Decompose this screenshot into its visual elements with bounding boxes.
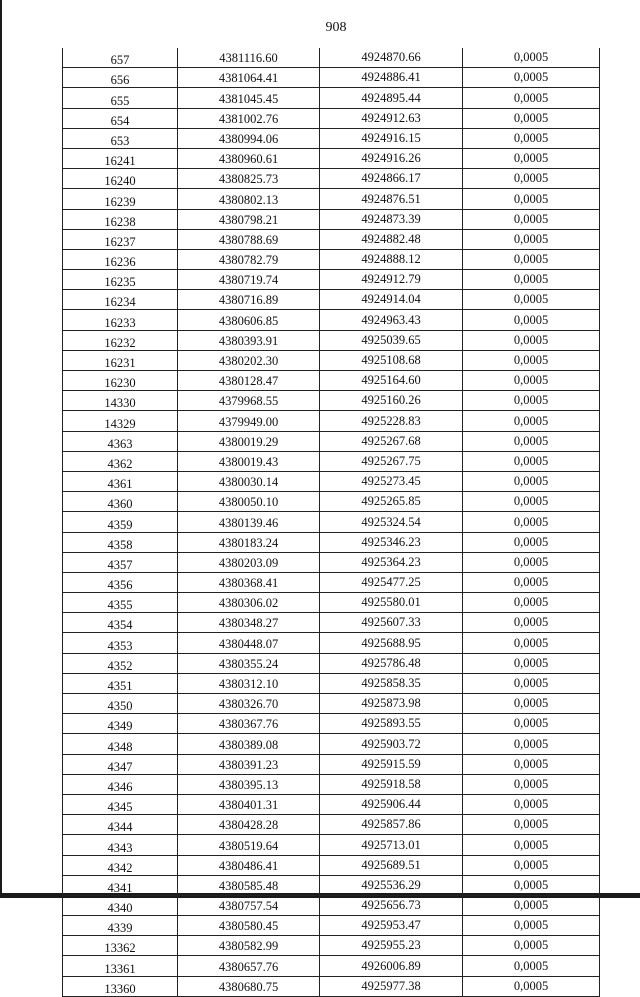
error-cell: 0,0005 <box>463 754 600 774</box>
point-number-cell: 16231 <box>63 350 178 370</box>
table-row <box>63 552 600 572</box>
error-cell: 0,0005 <box>463 249 600 269</box>
table-row <box>63 613 600 633</box>
point-number-cell: 16240 <box>63 169 178 189</box>
table-row <box>63 512 600 532</box>
y-coordinate-cell: 4925858.35 <box>320 673 463 693</box>
error-cell: 0,0005 <box>463 593 600 613</box>
table-row <box>63 734 600 754</box>
x-coordinate-cell: 4381064.41 <box>178 68 320 88</box>
x-coordinate-cell: 4381002.76 <box>178 108 320 128</box>
table-row <box>63 128 600 148</box>
point-number-cell: 4345 <box>63 794 178 814</box>
x-coordinate-cell: 4380448.07 <box>178 633 320 653</box>
x-coordinate-cell: 4380203.09 <box>178 552 320 572</box>
point-number-cell: 16234 <box>63 290 178 310</box>
table-row <box>63 572 600 592</box>
y-coordinate-cell: 4925857.86 <box>320 815 463 835</box>
x-coordinate-cell: 4380128.47 <box>178 371 320 391</box>
point-number-cell: 16238 <box>63 209 178 229</box>
error-cell: 0,0005 <box>463 492 600 512</box>
error-cell: 0,0005 <box>463 471 600 491</box>
y-coordinate-cell: 4924916.26 <box>320 148 463 168</box>
x-coordinate-cell: 4380486.41 <box>178 855 320 875</box>
y-coordinate-cell: 4925918.58 <box>320 774 463 794</box>
error-cell: 0,0005 <box>463 633 600 653</box>
x-coordinate-cell: 4380757.54 <box>178 895 320 915</box>
y-coordinate-cell: 4925267.68 <box>320 431 463 451</box>
y-coordinate-cell: 4924963.43 <box>320 310 463 330</box>
table-row <box>63 88 600 108</box>
table-row <box>63 169 600 189</box>
point-number-cell: 4361 <box>63 471 178 491</box>
point-number-cell: 656 <box>63 68 178 88</box>
y-coordinate-cell: 4925955.23 <box>320 936 463 956</box>
scan-border-left <box>0 0 2 898</box>
x-coordinate-cell: 4380782.79 <box>178 249 320 269</box>
point-number-cell: 4348 <box>63 734 178 754</box>
x-coordinate-cell: 4380719.74 <box>178 270 320 290</box>
error-cell: 0,0005 <box>463 572 600 592</box>
error-cell: 0,0005 <box>463 855 600 875</box>
y-coordinate-cell: 4924866.17 <box>320 169 463 189</box>
error-cell: 0,0005 <box>463 411 600 431</box>
x-coordinate-cell: 4380139.46 <box>178 512 320 532</box>
point-number-cell: 4346 <box>63 774 178 794</box>
x-coordinate-cell: 4380580.45 <box>178 916 320 936</box>
point-number-cell: 4359 <box>63 512 178 532</box>
point-number-cell: 657 <box>63 48 178 68</box>
y-coordinate-cell: 4925265.85 <box>320 492 463 512</box>
y-coordinate-cell: 4925164.60 <box>320 371 463 391</box>
error-cell: 0,0005 <box>463 613 600 633</box>
error-cell: 0,0005 <box>463 774 600 794</box>
y-coordinate-cell: 4925786.48 <box>320 653 463 673</box>
coordinates-table-body <box>63 48 600 996</box>
table-row <box>63 794 600 814</box>
table-row <box>63 431 600 451</box>
point-number-cell: 16230 <box>63 371 178 391</box>
table-row <box>63 471 600 491</box>
error-cell: 0,0005 <box>463 532 600 552</box>
point-number-cell: 4354 <box>63 613 178 633</box>
table-row <box>63 895 600 915</box>
point-number-cell: 4340 <box>63 895 178 915</box>
coordinates-table <box>62 48 600 997</box>
table-row <box>63 68 600 88</box>
y-coordinate-cell: 4924914.04 <box>320 290 463 310</box>
table-row <box>63 673 600 693</box>
error-cell: 0,0005 <box>463 330 600 350</box>
point-number-cell: 4358 <box>63 532 178 552</box>
table-row <box>63 976 600 996</box>
point-number-cell: 4363 <box>63 431 178 451</box>
y-coordinate-cell: 4925893.55 <box>320 714 463 734</box>
x-coordinate-cell: 4380395.13 <box>178 774 320 794</box>
table-row <box>63 330 600 350</box>
error-cell: 0,0005 <box>463 209 600 229</box>
error-cell: 0,0005 <box>463 148 600 168</box>
error-cell: 0,0005 <box>463 956 600 976</box>
error-cell: 0,0005 <box>463 512 600 532</box>
point-number-cell: 14330 <box>63 391 178 411</box>
y-coordinate-cell: 4924882.48 <box>320 229 463 249</box>
error-cell: 0,0005 <box>463 270 600 290</box>
point-number-cell: 4344 <box>63 815 178 835</box>
point-number-cell: 4342 <box>63 855 178 875</box>
error-cell: 0,0005 <box>463 371 600 391</box>
x-coordinate-cell: 4380519.64 <box>178 835 320 855</box>
error-cell: 0,0005 <box>463 694 600 714</box>
table-row <box>63 774 600 794</box>
y-coordinate-cell: 4925108.68 <box>320 350 463 370</box>
y-coordinate-cell: 4925536.29 <box>320 875 463 895</box>
y-coordinate-cell: 4925688.95 <box>320 633 463 653</box>
x-coordinate-cell: 4379968.55 <box>178 391 320 411</box>
x-coordinate-cell: 4380050.10 <box>178 492 320 512</box>
error-cell: 0,0005 <box>463 350 600 370</box>
point-number-cell: 4362 <box>63 451 178 471</box>
x-coordinate-cell: 4380019.43 <box>178 451 320 471</box>
table-row <box>63 653 600 673</box>
error-cell: 0,0005 <box>463 916 600 936</box>
error-cell: 0,0005 <box>463 895 600 915</box>
error-cell: 0,0005 <box>463 48 600 68</box>
error-cell: 0,0005 <box>463 976 600 996</box>
y-coordinate-cell: 4924888.12 <box>320 249 463 269</box>
y-coordinate-cell: 4925607.33 <box>320 613 463 633</box>
point-number-cell: 16237 <box>63 229 178 249</box>
y-coordinate-cell: 4926006.89 <box>320 956 463 976</box>
table-row <box>63 189 600 209</box>
x-coordinate-cell: 4381116.60 <box>178 48 320 68</box>
y-coordinate-cell: 4925713.01 <box>320 835 463 855</box>
error-cell: 0,0005 <box>463 552 600 572</box>
y-coordinate-cell: 4925656.73 <box>320 895 463 915</box>
point-number-cell: 4349 <box>63 714 178 734</box>
x-coordinate-cell: 4380391.23 <box>178 754 320 774</box>
error-cell: 0,0005 <box>463 290 600 310</box>
table-row <box>63 148 600 168</box>
error-cell: 0,0005 <box>463 310 600 330</box>
table-row <box>63 956 600 976</box>
table-row <box>63 754 600 774</box>
x-coordinate-cell: 4380606.85 <box>178 310 320 330</box>
table-row <box>63 835 600 855</box>
point-number-cell: 16235 <box>63 270 178 290</box>
y-coordinate-cell: 4924916.15 <box>320 128 463 148</box>
y-coordinate-cell: 4925364.23 <box>320 552 463 572</box>
point-number-cell: 4353 <box>63 633 178 653</box>
error-cell: 0,0005 <box>463 431 600 451</box>
point-number-cell: 4339 <box>63 916 178 936</box>
table-row <box>63 916 600 936</box>
x-coordinate-cell: 4380802.13 <box>178 189 320 209</box>
table-row <box>63 451 600 471</box>
point-number-cell: 16233 <box>63 310 178 330</box>
x-coordinate-cell: 4380657.76 <box>178 956 320 976</box>
error-cell: 0,0005 <box>463 875 600 895</box>
error-cell: 0,0005 <box>463 835 600 855</box>
table-row <box>63 229 600 249</box>
x-coordinate-cell: 4380306.02 <box>178 593 320 613</box>
table-row <box>63 492 600 512</box>
error-cell: 0,0005 <box>463 108 600 128</box>
point-number-cell: 4357 <box>63 552 178 572</box>
x-coordinate-cell: 4380389.08 <box>178 734 320 754</box>
y-coordinate-cell: 4925977.38 <box>320 976 463 996</box>
table-row <box>63 855 600 875</box>
error-cell: 0,0005 <box>463 714 600 734</box>
y-coordinate-cell: 4924873.39 <box>320 209 463 229</box>
table-row <box>63 270 600 290</box>
table-row <box>63 714 600 734</box>
y-coordinate-cell: 4925039.65 <box>320 330 463 350</box>
table-row <box>63 310 600 330</box>
x-coordinate-cell: 4380367.76 <box>178 714 320 734</box>
point-number-cell: 16232 <box>63 330 178 350</box>
table-row <box>63 371 600 391</box>
error-cell: 0,0005 <box>463 68 600 88</box>
error-cell: 0,0005 <box>463 734 600 754</box>
y-coordinate-cell: 4925906.44 <box>320 794 463 814</box>
table-row <box>63 532 600 552</box>
x-coordinate-cell: 4381045.45 <box>178 88 320 108</box>
y-coordinate-cell: 4925273.45 <box>320 471 463 491</box>
x-coordinate-cell: 4380401.31 <box>178 794 320 814</box>
x-coordinate-cell: 4380582.99 <box>178 936 320 956</box>
y-coordinate-cell: 4925915.59 <box>320 754 463 774</box>
x-coordinate-cell: 4380348.27 <box>178 613 320 633</box>
y-coordinate-cell: 4925160.26 <box>320 391 463 411</box>
point-number-cell: 654 <box>63 108 178 128</box>
point-number-cell: 653 <box>63 128 178 148</box>
error-cell: 0,0005 <box>463 451 600 471</box>
x-coordinate-cell: 4380585.48 <box>178 875 320 895</box>
error-cell: 0,0005 <box>463 673 600 693</box>
y-coordinate-cell: 4925580.01 <box>320 593 463 613</box>
table-row <box>63 875 600 895</box>
point-number-cell: 4347 <box>63 754 178 774</box>
x-coordinate-cell: 4380393.91 <box>178 330 320 350</box>
x-coordinate-cell: 4380368.41 <box>178 572 320 592</box>
table-row <box>63 593 600 613</box>
x-coordinate-cell: 4380428.28 <box>178 815 320 835</box>
x-coordinate-cell: 4380798.21 <box>178 209 320 229</box>
x-coordinate-cell: 4380960.61 <box>178 148 320 168</box>
error-cell: 0,0005 <box>463 189 600 209</box>
point-number-cell: 4343 <box>63 835 178 855</box>
error-cell: 0,0005 <box>463 391 600 411</box>
x-coordinate-cell: 4380355.24 <box>178 653 320 673</box>
y-coordinate-cell: 4925267.75 <box>320 451 463 471</box>
y-coordinate-cell: 4924876.51 <box>320 189 463 209</box>
table-row <box>63 936 600 956</box>
table-row <box>63 108 600 128</box>
point-number-cell: 4355 <box>63 593 178 613</box>
table-row <box>63 48 600 68</box>
page-number: 908 <box>325 20 347 35</box>
y-coordinate-cell: 4924912.79 <box>320 270 463 290</box>
x-coordinate-cell: 4380825.73 <box>178 169 320 189</box>
table-row <box>63 209 600 229</box>
table-row <box>63 290 600 310</box>
y-coordinate-cell: 4925477.25 <box>320 572 463 592</box>
error-cell: 0,0005 <box>463 653 600 673</box>
y-coordinate-cell: 4925689.51 <box>320 855 463 875</box>
x-coordinate-cell: 4380994.06 <box>178 128 320 148</box>
error-cell: 0,0005 <box>463 229 600 249</box>
x-coordinate-cell: 4380019.29 <box>178 431 320 451</box>
point-number-cell: 4350 <box>63 694 178 714</box>
point-number-cell: 16236 <box>63 249 178 269</box>
error-cell: 0,0005 <box>463 936 600 956</box>
y-coordinate-cell: 4924870.66 <box>320 48 463 68</box>
error-cell: 0,0005 <box>463 128 600 148</box>
x-coordinate-cell: 4380183.24 <box>178 532 320 552</box>
y-coordinate-cell: 4925346.23 <box>320 532 463 552</box>
point-number-cell: 4341 <box>63 875 178 895</box>
error-cell: 0,0005 <box>463 169 600 189</box>
error-cell: 0,0005 <box>463 88 600 108</box>
y-coordinate-cell: 4925873.98 <box>320 694 463 714</box>
point-number-cell: 13362 <box>63 936 178 956</box>
point-number-cell: 16241 <box>63 148 178 168</box>
table-row <box>63 815 600 835</box>
error-cell: 0,0005 <box>463 794 600 814</box>
point-number-cell: 16239 <box>63 189 178 209</box>
point-number-cell: 4352 <box>63 653 178 673</box>
x-coordinate-cell: 4380788.69 <box>178 229 320 249</box>
table-row <box>63 249 600 269</box>
x-coordinate-cell: 4379949.00 <box>178 411 320 431</box>
point-number-cell: 655 <box>63 88 178 108</box>
error-cell: 0,0005 <box>463 815 600 835</box>
x-coordinate-cell: 4380030.14 <box>178 471 320 491</box>
x-coordinate-cell: 4380716.89 <box>178 290 320 310</box>
point-number-cell: 4356 <box>63 572 178 592</box>
x-coordinate-cell: 4380202.30 <box>178 350 320 370</box>
table-row <box>63 391 600 411</box>
y-coordinate-cell: 4924886.41 <box>320 68 463 88</box>
point-number-cell: 13361 <box>63 956 178 976</box>
point-number-cell: 14329 <box>63 411 178 431</box>
table-row <box>63 350 600 370</box>
y-coordinate-cell: 4925953.47 <box>320 916 463 936</box>
point-number-cell: 13360 <box>63 976 178 996</box>
table-row <box>63 694 600 714</box>
table-row <box>63 633 600 653</box>
y-coordinate-cell: 4924912.63 <box>320 108 463 128</box>
point-number-cell: 4360 <box>63 492 178 512</box>
x-coordinate-cell: 4380326.70 <box>178 694 320 714</box>
point-number-cell: 4351 <box>63 673 178 693</box>
y-coordinate-cell: 4925228.83 <box>320 411 463 431</box>
y-coordinate-cell: 4925903.72 <box>320 734 463 754</box>
y-coordinate-cell: 4925324.54 <box>320 512 463 532</box>
y-coordinate-cell: 4924895.44 <box>320 88 463 108</box>
table-row <box>63 411 600 431</box>
x-coordinate-cell: 4380680.75 <box>178 976 320 996</box>
x-coordinate-cell: 4380312.10 <box>178 673 320 693</box>
